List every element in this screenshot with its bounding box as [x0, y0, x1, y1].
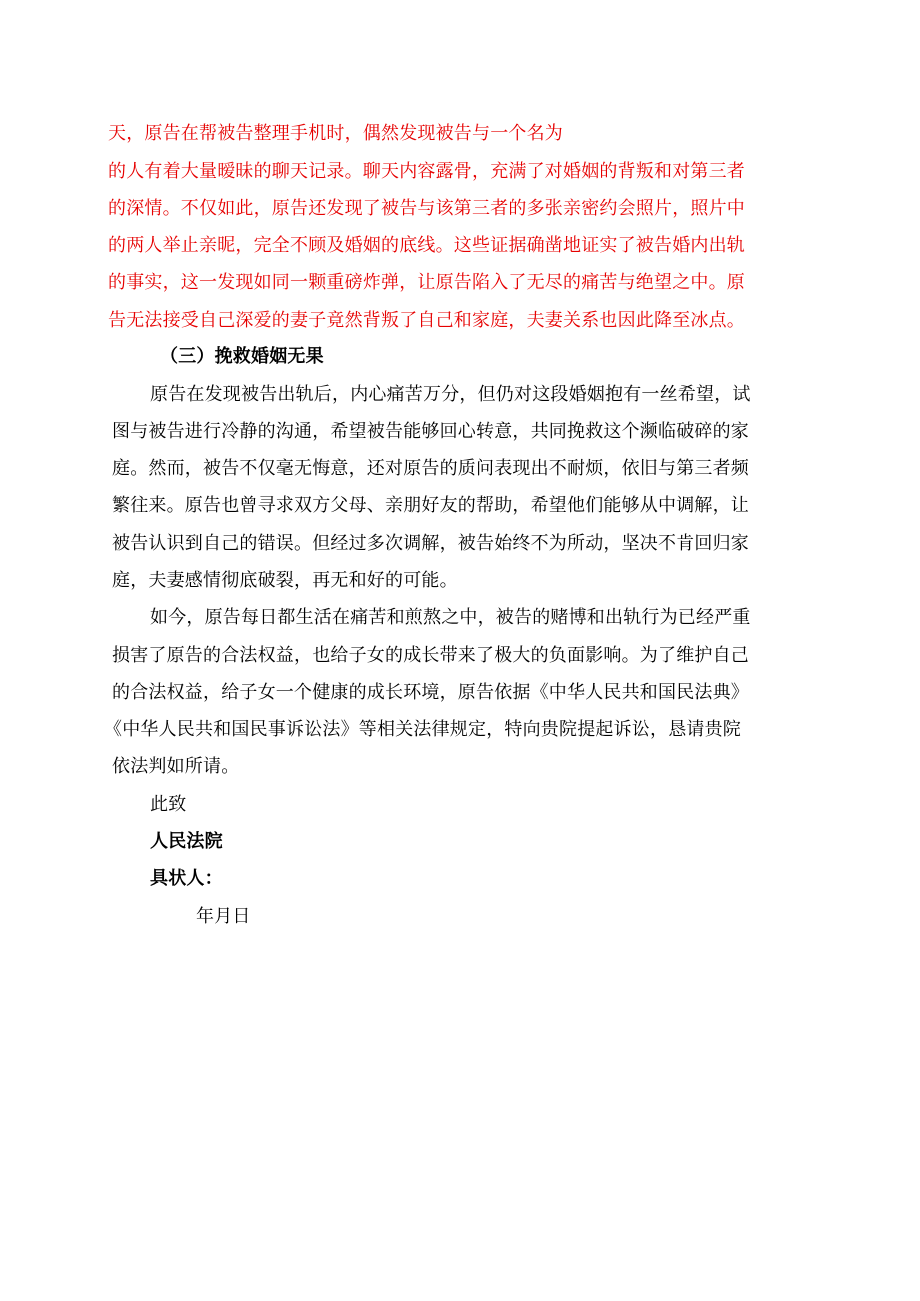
paragraph-2-line-4: 《中华人民共和国民事诉讼法》等相关法律规定，特向贵院提起诉讼，恳请贵院 [104, 719, 741, 740]
paragraph-1-line-4: 繁往来。原告也曾寻求双方父母、亲朋好友的帮助，希望他们能够从中调解，让 [112, 495, 749, 516]
section-heading: （三）挽救婚姻无果 [160, 346, 324, 367]
red-paragraph-line-6: 告无法接受自己深爱的妻子竟然背叛了自己和家庭，夫妻关系也因此降至冰点。 [108, 310, 745, 331]
closing-date: 年月日 [196, 906, 251, 927]
paragraph-1-line-3: 庭。然而，被告不仅毫无悔意，还对原告的质问表现出不耐烦，依旧与第三者频 [112, 458, 749, 479]
paragraph-2-line-3: 的合法权益，给子女一个健康的成长环境，原告依据《中华人民共和国民法典》 [112, 682, 749, 703]
red-paragraph-line-4: 的两人举止亲昵，完全不顾及婚姻的底线。这些证据确凿地证实了被告婚内出轨 [108, 235, 745, 256]
closing-salutation: 此致 [150, 794, 187, 815]
red-paragraph-line-5: 的事实，这一发现如同一颗重磅炸弹，让原告陷入了无尽的痛苦与绝望之中。原 [108, 272, 745, 293]
closing-court: 人民法院 [150, 831, 223, 852]
paragraph-1-line-1: 原告在发现被告出轨后，内心痛苦万分，但仍对这段婚姻抱有一丝希望，试 [150, 384, 751, 405]
closing-plaintiff-label: 具状人： [150, 868, 223, 889]
paragraph-2-line-5: 依法判如所请。 [112, 756, 240, 777]
paragraph-2-line-1: 如今，原告每日都生活在痛苦和煎熬之中，被告的赌博和出轨行为已经严重 [150, 607, 751, 628]
paragraph-1-line-5: 被告认识到自己的错误。但经过多次调解，被告始终不为所动，坚决不肯回归家 [112, 533, 749, 554]
red-paragraph-line-3: 的深情。不仅如此，原告还发现了被告与该第三者的多张亲密约会照片，照片中 [108, 198, 745, 219]
red-paragraph-line-2: 的人有着大量暧昧的聊天记录。聊天内容露骨，充满了对婚姻的背叛和对第三者 [108, 161, 745, 182]
paragraph-2-line-2: 损害了原告的合法权益，也给子女的成长带来了极大的负面影响。为了维护自己 [112, 645, 749, 666]
paragraph-1-line-2: 图与被告进行冷静的沟通，希望被告能够回心转意，共同挽救这个濒临破碎的家 [112, 421, 749, 442]
red-paragraph-line-1: 天，原告在帮被告整理手机时，偶然发现被告与一个名为 [108, 123, 563, 144]
paragraph-1-line-6: 庭，夫妻感情彻底破裂，再无和好的可能。 [112, 570, 458, 591]
